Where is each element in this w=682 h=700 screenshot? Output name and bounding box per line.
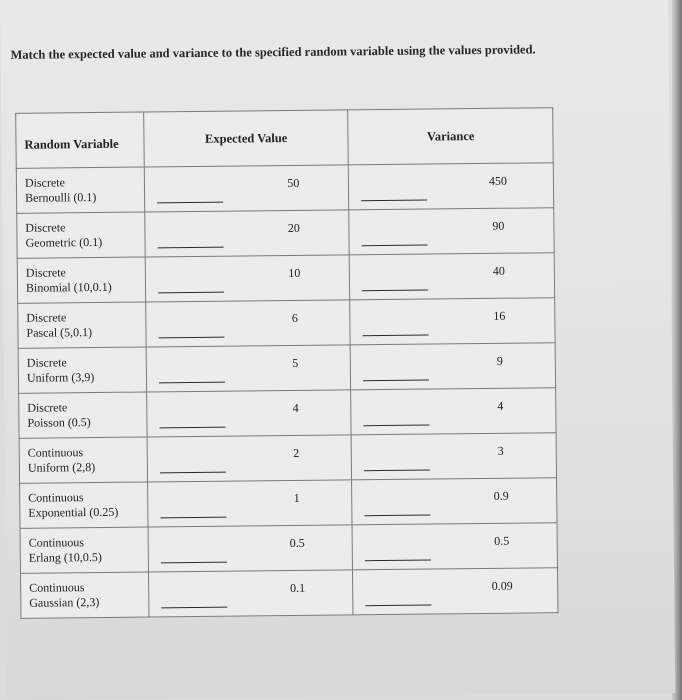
table-row	[18, 343, 555, 394]
expected-value-option: 50	[287, 175, 300, 191]
header-random-variable: Random Variable	[16, 112, 145, 168]
variance-cell	[352, 478, 557, 525]
variable-distribution: Exponential (0.25)	[28, 504, 119, 520]
expected-value-answer-blank[interactable]	[158, 247, 224, 249]
variance-option: 40	[492, 263, 505, 278]
variance-answer-blank[interactable]	[366, 605, 432, 607]
expected-value-cell	[145, 210, 350, 257]
variance-cell	[351, 388, 556, 435]
variance-cell	[351, 343, 556, 390]
variance-option: 450	[488, 173, 507, 188]
variable-distribution: Erlang (10,0.5)	[28, 549, 102, 565]
variable-type: Discrete	[26, 355, 67, 370]
expected-value-answer-blank[interactable]	[157, 202, 223, 204]
expected-value-answer-blank[interactable]	[158, 292, 224, 294]
variance-cell	[350, 253, 555, 300]
variance-answer-blank[interactable]	[365, 560, 431, 562]
variable-type: Discrete	[25, 265, 66, 280]
variable-distribution: Gaussian (2,3)	[29, 594, 100, 610]
expected-value-cell	[147, 390, 352, 437]
table-row	[20, 478, 557, 529]
variable-type: Continuous	[27, 445, 84, 460]
variable-type: Continuous	[28, 490, 84, 505]
instructions-text: Match the expected value and variance to the specified random variable using the values provided.	[10, 42, 536, 62]
variance-cell	[352, 523, 557, 570]
expected-value-answer-blank[interactable]	[161, 562, 227, 564]
random-variable-cell	[17, 212, 145, 258]
table-row	[21, 568, 558, 619]
expected-value-cell	[147, 435, 352, 482]
variance-answer-blank[interactable]	[365, 515, 431, 517]
variance-option: 9	[496, 353, 503, 368]
expected-value-cell	[146, 300, 351, 347]
expected-value-answer-blank[interactable]	[160, 517, 226, 519]
variance-answer-blank[interactable]	[364, 470, 430, 472]
expected-value-option: 0.5	[289, 535, 305, 550]
variance-cell	[350, 298, 555, 345]
variable-type: Discrete	[25, 220, 66, 235]
random-variable-cell	[20, 527, 148, 573]
expected-value-option: 20	[287, 220, 300, 235]
variance-answer-blank[interactable]	[363, 290, 429, 292]
variable-type: Discrete	[24, 175, 65, 190]
expected-value-cell	[145, 255, 350, 302]
header-variance: Variance	[348, 108, 553, 165]
variable-type: Continuous	[28, 535, 85, 550]
variable-distribution: Pascal (5,0.1)	[26, 325, 93, 340]
expected-value-option: 6	[291, 310, 298, 325]
expected-value-option: 0.1	[290, 580, 306, 595]
variance-answer-blank[interactable]	[362, 245, 428, 247]
variable-distribution: Poisson (0.5)	[27, 415, 91, 430]
variable-distribution: Uniform (3,9)	[26, 370, 95, 385]
variance-option: 90	[492, 218, 505, 233]
variance-option: 4	[497, 398, 504, 413]
expected-value-cell	[147, 480, 352, 527]
variable-distribution: Bernoulli (0.1)	[24, 190, 97, 205]
expected-value-answer-blank[interactable]	[159, 382, 225, 384]
expected-value-answer-blank[interactable]	[158, 337, 224, 339]
table-header-row	[16, 108, 554, 169]
expected-value-cell	[148, 570, 353, 617]
expected-value-option: 5	[292, 355, 299, 370]
variable-distribution: Uniform (2,8)	[27, 460, 96, 475]
random-variable-cell	[19, 437, 147, 483]
variance-option: 16	[493, 308, 506, 323]
expected-value-option: 2	[293, 445, 300, 460]
expected-value-option: 4	[292, 400, 299, 415]
expected-value-answer-blank[interactable]	[159, 427, 225, 429]
random-variable-cell	[20, 482, 148, 528]
variable-distribution: Binomial (10,0.1)	[25, 279, 112, 295]
variance-cell	[349, 208, 554, 255]
variance-answer-blank[interactable]	[362, 200, 428, 202]
expected-value-option: 1	[293, 490, 300, 505]
table-row	[16, 163, 553, 214]
expected-value-cell	[148, 525, 353, 572]
variable-type: Discrete	[26, 310, 67, 325]
expected-value-answer-blank[interactable]	[161, 607, 227, 609]
variance-answer-blank[interactable]	[363, 335, 429, 337]
variance-option: 0.9	[493, 488, 509, 503]
expected-value-cell	[144, 165, 349, 212]
variance-cell	[352, 433, 557, 480]
expected-value-option: 10	[288, 265, 301, 280]
variance-answer-blank[interactable]	[364, 425, 430, 427]
random-variable-cell	[21, 572, 149, 618]
variance-cell	[353, 568, 558, 615]
table-row	[18, 298, 555, 349]
variance-answer-blank[interactable]	[363, 380, 429, 382]
random-variable-cell	[18, 347, 146, 393]
table-row	[19, 433, 556, 484]
table-row	[17, 208, 554, 259]
random-variable-cell	[16, 167, 144, 213]
variable-type: Continuous	[29, 580, 85, 595]
matching-table	[15, 107, 558, 619]
expected-value-answer-blank[interactable]	[160, 472, 226, 474]
random-variable-cell	[19, 392, 147, 438]
variance-cell	[349, 163, 554, 210]
expected-value-cell	[146, 345, 351, 392]
random-variable-cell	[17, 257, 145, 303]
random-variable-cell	[18, 302, 146, 348]
variable-type: Discrete	[27, 400, 68, 415]
table-row	[20, 523, 557, 574]
variance-option: 3	[497, 443, 504, 458]
table-row	[19, 388, 556, 439]
variance-option: 0.5	[494, 533, 510, 548]
variance-option: 0.09	[491, 578, 513, 593]
variable-distribution: Geometric (0.1)	[25, 234, 103, 250]
header-expected-value: Expected Value	[144, 110, 349, 167]
table-row	[17, 253, 554, 304]
